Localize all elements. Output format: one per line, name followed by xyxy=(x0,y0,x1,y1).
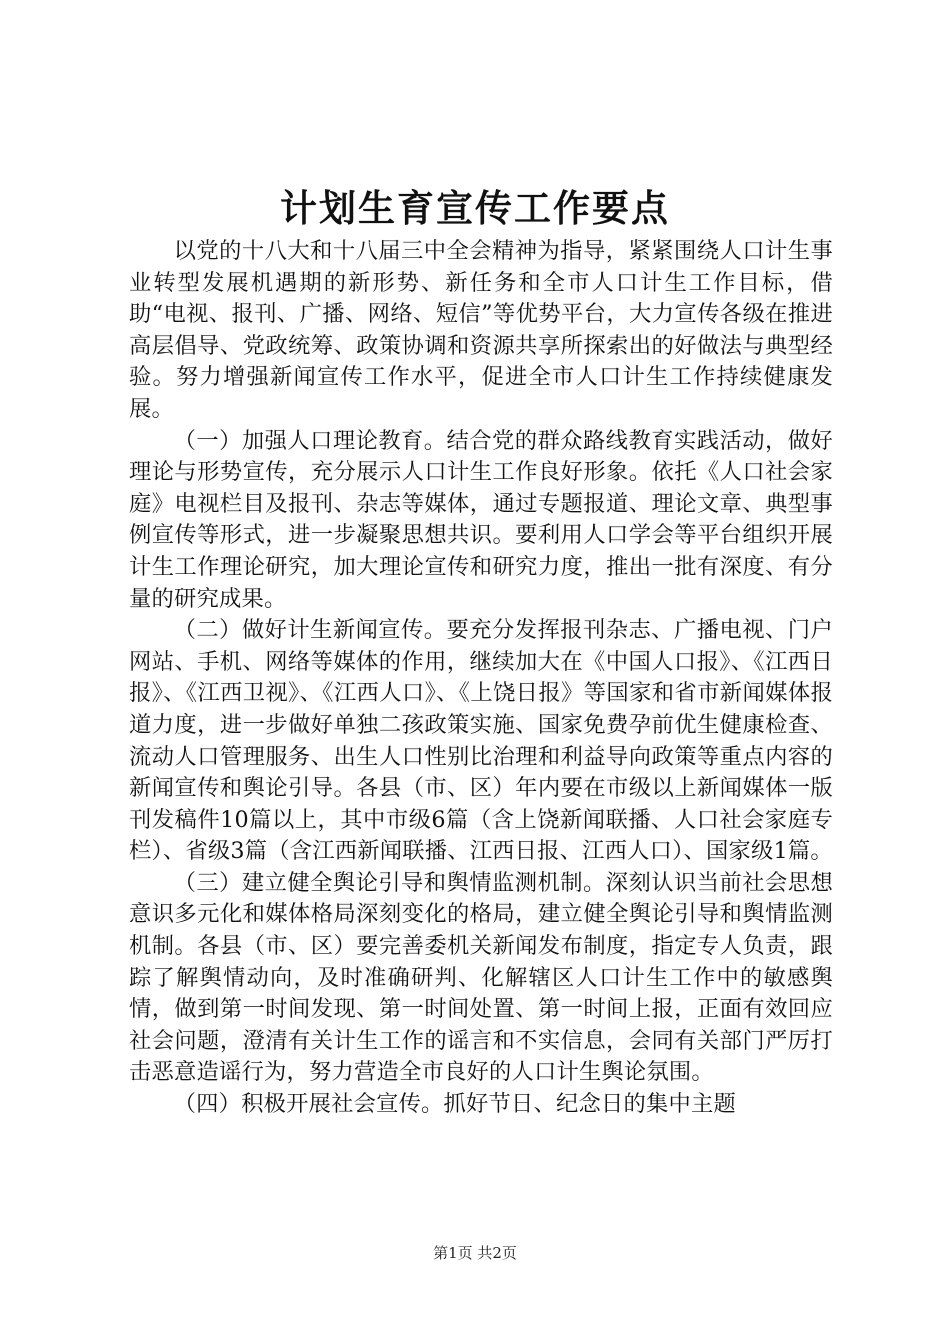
document-title: 计划生育宣传工作要点 xyxy=(280,186,670,230)
paragraph-section-2: （二）做好计生新闻宣传。要充分发挥报刊杂志、广播电视、门户网站、手机、网络等媒体的作用，继续加大在《中国人口报》、《江西日报》、《江西卫视》、《江西人口》、《上饶日报》等国家和省市新闻媒体报道力度，进一步做好单独二孩政策实施、国家免费孕前优生健康检查、流动人口管理服务、出生人口性别比治理和利益导向政策等重点内容的新闻宣传和舆论引导。各县（市、区）年内要在市级以上新闻媒体一版刊发稿件10篇以上，其中市级6篇（含上饶新闻联播、人口社会家庭专栏）、省级3篇（含江西新闻联播、江西日报、江西人口）、国家级1篇。 xyxy=(129,617,833,865)
paragraph-intro: 以党的十八大和十八届三中全会精神为指导，紧紧围绕人口计生事业转型发展机遇期的新形势、新任务和全市人口计生工作目标，借助“电视、报刊、广播、网络、短信”等优势平台，大力宣传各级在推进高层倡导、党政统筹、政策协调和资源共享所探索出的好做法与典型经验。努力增强新闻宣传工作水平，促进全市人口计生工作持续健康发展。 xyxy=(129,238,833,422)
paragraph-section-3: （三）建立健全舆论引导和舆情监测机制。深刻认识当前社会思想意识多元化和媒体格局深刻变化的格局，建立健全舆论引导和舆情监测机制。各县（市、区）要完善委机关新闻发布制度，指定专人负责，跟踪了解舆情动向，及时准确研判、化解辖区人口计生工作中的敏感舆情，做到第一时间发现、第一时间处置、第一时间上报，正面有效回应社会问题，澄清有关计生工作的谣言和不实信息，会同有关部门严厉打击恶意造谣行为，努力营造全市良好的人口计生舆论氛围。 xyxy=(129,869,833,1086)
document-body xyxy=(129,236,833,1121)
page-number-footer: 第1页 共2页 xyxy=(433,1244,517,1262)
paragraph-section-1: （一）加强人口理论教育。结合党的群众路线教育实践活动，做好理论与形势宣传，充分展示人口计生工作良好形象。依托《人口社会家庭》电视栏目及报刊、杂志等媒体，通过专题报道、理论文章、典型事例宣传等形式，进一步凝聚思想共识。要利用人口学会等平台组织开展计生工作理论研究，加大理论宣传和研究力度，推出一批有深度、有分量的研究成果。 xyxy=(129,427,833,612)
paragraph-section-4: （四）积极开展社会宣传。抓好节日、纪念日的集中主题 xyxy=(173,1091,737,1118)
